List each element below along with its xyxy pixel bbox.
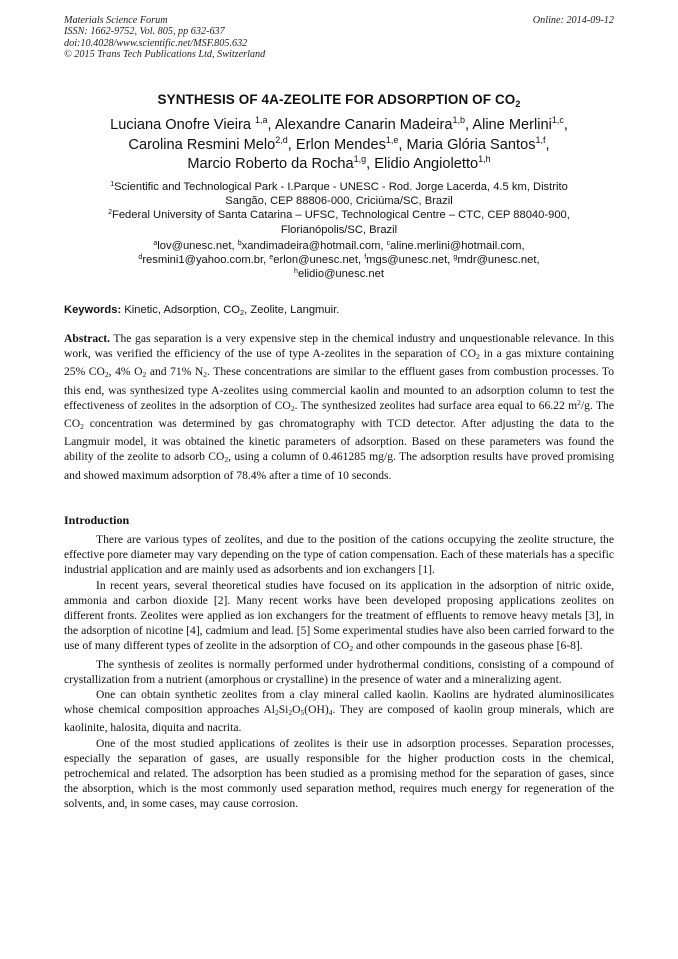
abstract-text: , 4% O [108, 365, 143, 379]
author-list: Luciana Onofre Vieira $^{1,a}$, Alexandre Canarin Madeira$^{1,b}$, Aline Merlini$^{1,c}$, Carolina Resmini Melo$^{2,d}$, Erlon Mendes$^{1,e}$, Maria Glória Santos$^{1,f}$, Marcio Roberto da Rocha$^{1,g}$, Elidio Angioletto$^{1,h}$ [110, 115, 568, 172]
subscript: 2 [203, 370, 208, 380]
subscript: 2 [476, 352, 480, 362]
abstract-text: . These concentrations are similar to the effluent gases from combustion processes. To this end, was synthesized type A-zeolites using commercial kaolin and mounted to an adsorption column to test the effectiveness of zeolites in the adsorption of CO [64, 365, 614, 412]
keywords [64, 304, 614, 317]
email-link[interactable]: elidio@unesc.net [297, 267, 384, 280]
author-emails [64, 240, 614, 281]
affiliation-line: Scientific and Technological Park - I.Parque - UNESC - Rod. Jorge Lacerda, 4.5 km, Distrito [114, 181, 568, 193]
author-affiliation-mark: 1,g [353, 154, 367, 164]
email-link[interactable]: lov@unesc.net, [157, 240, 238, 252]
email-link[interactable]: mgs@unesc.net, [366, 253, 454, 266]
author-affiliation-mark: 1,a [255, 115, 268, 125]
keywords-text: Kinetic, Adsorption, CO [121, 304, 240, 316]
email-link[interactable]: resmini1@yahoo.com.br, [142, 253, 270, 266]
author: Maria Glória Santos [406, 136, 536, 153]
author: Aline Merlini [472, 117, 552, 133]
abstract-text: The gas separation is a very expensive step in the chemical industry and unquestionable relevance. In this work, was verified the efficiency of the use of type A-zeolites in the separation of CO [64, 332, 614, 361]
paragraph-text: and other compounds in the gaseous phase [6-8]. [353, 639, 583, 653]
author-affiliation-mark: 1,f [535, 134, 546, 145]
email-mark: a [153, 240, 158, 247]
subscript: 2 [290, 403, 295, 413]
affiliation-line: Florianópolis/SC, Brazil [280, 223, 398, 236]
issn-line: ISSN: 1662-9752, Vol. 805, pp 632-637 [64, 26, 225, 38]
paragraph-text: One can obtain synthetic zeolites from a clay mineral called kaolin. Kaolins are hydrated aluminosilicates whose chemical composition approaches Al [64, 688, 614, 717]
abstract-label: Abstract. [64, 332, 111, 345]
title-text: SYNTHESIS OF 4A-ZEOLITE FOR ADSORPTION OF CO [157, 92, 516, 107]
affiliations [64, 180, 614, 237]
email-link[interactable]: mdr@unesc.net, [457, 253, 540, 266]
introduction-body [64, 532, 614, 812]
paragraph: There are various types of zeolites, and due to the position of the cations occupying the zeolite structure, the effective pore diameter may vary depending on the type of cation compensation. Each of these materials has a specific industrial application and are mainly used as adsorbents and ion exchangers [1]. [64, 533, 614, 577]
affiliation-mark: 1 [110, 181, 115, 188]
subscript: 2 [274, 708, 279, 718]
abstract-text: concentration was determined by gas chromatography with TCD detector. After adjusting the data to the Langmuir model, it was obtained the kinetic parameters of adsorption. Based on these parameters was found the ability of the zeolite to adsorb CO [64, 417, 614, 464]
email-mark: b [237, 240, 242, 247]
email-mark: g [453, 253, 458, 261]
author-affiliation-mark: 2,d [275, 134, 288, 145]
journal-header [64, 15, 265, 61]
journal-name: Materials Science Forum [64, 15, 168, 26]
paragraph-text: (OH) [304, 703, 329, 717]
subscript: 2 [104, 370, 109, 380]
author-affiliation-mark: 1,b [452, 115, 466, 125]
subscript: 2 [239, 308, 245, 317]
keywords-text: , Zeolite, Langmuir. [244, 304, 340, 316]
author: Carolina Resmini Melo [128, 136, 276, 153]
abstract-text: /g. The CO [64, 398, 614, 431]
abstract [64, 331, 614, 483]
author-affiliation-mark: 1,e [385, 134, 399, 145]
email-mark: d [138, 253, 143, 261]
copyright-line: © 2015 Trans Tech Publications Ltd, Switzerland [64, 49, 266, 61]
paragraph-text: Si [278, 703, 289, 717]
abstract-text: in a gas mixture containing 25% CO [64, 347, 614, 379]
abstract-text: . The synthesized zeolites had surface area equal to 66.22 m [294, 398, 578, 412]
subscript: 2 [224, 455, 229, 465]
abstract-text: , using a column of 0.461285 mg/g. The adsorption results have proved promising and showed maximum adsorption of 78.4% after a time of 10 seconds. [64, 450, 614, 482]
author: Luciana Onofre Vieira [110, 117, 256, 133]
subscript: 2 [80, 422, 84, 432]
paragraph-text: . They are composed of kaolin group minerals, which are kaolinite, halosita, diquita and nacrita. [64, 703, 615, 735]
author-affiliation-mark: 1,h [478, 154, 491, 164]
email-link[interactable]: aline.merlini@hotmail.com, [390, 240, 525, 252]
subscript: 4 [328, 708, 333, 718]
email-mark: e [269, 253, 274, 261]
subscript: 2 [288, 708, 293, 718]
doi-line: doi:10.4028/www.scientific.net/MSF.805.632 [64, 37, 248, 49]
paragraph: The synthesis of zeolites is normally performed under hydrothermal conditions, consisting of a compound of crystallization from a nutrient (amorphous or crystalline) in the presence of water and a mineralizing agent. [64, 657, 614, 686]
subscript: 2 [349, 644, 354, 654]
keywords-label: Keywords: [64, 304, 122, 316]
email-link[interactable]: xandimadeira@hotmail.com, [241, 240, 387, 252]
paper-title [64, 92, 614, 109]
paragraph: One of the most studied applications of zeolites is their use in adsorption processes. Separation processes, especially the separation of gases, are usually responsible for the higher production costs in the chemical, petrochemical and related. The adsorption has been studied as a promising method for the separation of gases, since the absorption, which is the most commonly used separation method, requires much energy for regeneration of the solvents, and, in some cases, may cause corrosion. [64, 736, 614, 811]
author: Alexandre Canarin Madeira [274, 117, 453, 133]
paragraph [64, 578, 614, 657]
author-affiliation-mark: 1,c [551, 115, 564, 125]
affiliation-line: Federal University of Santa Catarina – UFSC, Technological Centre – CTC, CEP 88040-900, [112, 209, 570, 222]
paragraph [64, 687, 614, 736]
author: Erlon Mendes [295, 136, 386, 153]
abstract-text: and 71% N [146, 365, 204, 379]
email-mark: c [386, 240, 391, 247]
email-mark: h [294, 267, 298, 275]
superscript: 2 [577, 397, 581, 407]
section-heading-introduction: Introduction [64, 513, 130, 527]
subscript: 2 [142, 370, 147, 380]
email-mark: f [364, 253, 367, 261]
affiliation-line: Sangão, CEP 88806-000, Criciúma/SC, Brazil [225, 195, 453, 208]
author: Marcio Roberto da Rocha [187, 156, 354, 172]
email-link[interactable]: erlon@unesc.net, [273, 253, 365, 266]
author: Elidio Angioletto [374, 156, 479, 172]
title-subscript: 2 [515, 99, 521, 109]
subscript: 5 [300, 708, 305, 718]
paragraph-text: O [292, 703, 301, 717]
online-date: Online: 2014-09-12 [532, 15, 614, 26]
affiliation-mark: 2 [108, 209, 112, 217]
paragraph-text: In recent years, several theoretical studies have focused on its application in the adsorption of nitric oxide, ammonia and carbon dioxide [2]. Many recent works have been developed proposing applications zeolites on different fronts. Zeolites were applied as ion exchangers for the treatment of effluents to remove heavy metals [3], in the adsorption of nicotine [4], cadmium and lead. [5] Some experimental studies have also been carried forward to the use of many different types of zeolite in the adsorption of CO [64, 578, 614, 653]
